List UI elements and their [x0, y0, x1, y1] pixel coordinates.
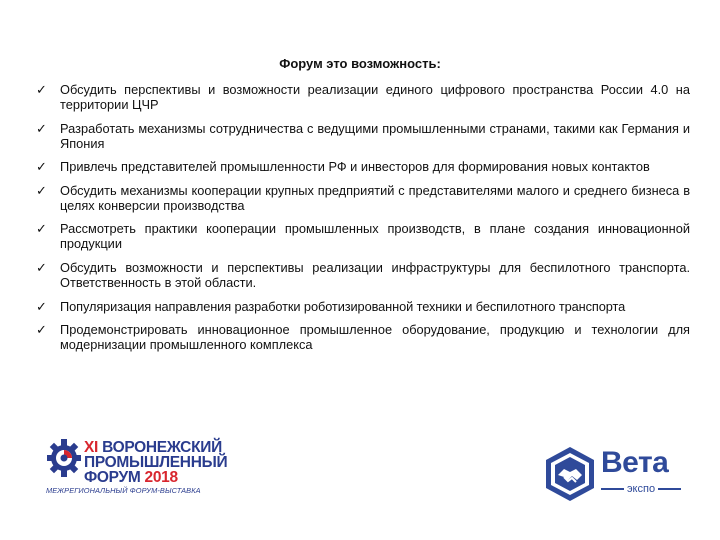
forum-logo-city: ВОРОНЕЖСКИЙ	[102, 439, 222, 456]
veta-logo-name: Вета	[601, 446, 669, 479]
list-item	[36, 159, 690, 174]
checkmark-icon: ✓	[36, 221, 47, 237]
list-item	[36, 121, 690, 151]
list-item	[36, 322, 690, 352]
checkmark-icon: ✓	[36, 259, 47, 275]
veta-logo-right-dash	[658, 488, 681, 490]
handshake-shield-icon	[543, 445, 597, 503]
forum-logo-line-3	[84, 470, 178, 485]
forum-logo-line-1	[84, 440, 222, 455]
forum-logo-word: ФОРУМ	[84, 469, 141, 486]
list-item-text: Обсудить механизмы кооперации крупных предприятий с представителями малого и среднего бизнеса в целях конверсии производства	[60, 182, 690, 213]
list-item-text: Разработать механизмы сотрудничества с ведущими промышленными странами, такими как Германия и Япония	[60, 120, 690, 151]
list-item-text: Привлечь представителей промышленности РФ и инвесторов для формирования новых контактов	[60, 159, 650, 175]
list-item	[36, 183, 690, 213]
forum-logo-subtitle: МЕЖРЕГИОНАЛЬНЫЙ ФОРУМ-ВЫСТАВКА	[46, 486, 201, 495]
veta-logo-subtitle: экспо	[626, 483, 656, 495]
list-item	[36, 260, 690, 290]
veta-logo-subtitle-row	[601, 483, 681, 495]
veta-logo-left-dash	[601, 488, 624, 490]
list-item	[36, 221, 690, 251]
checkmark-icon: ✓	[36, 159, 47, 175]
list-item-text: Популяризация направления разработки роботизированной техники и беспилотного транспорта	[60, 298, 626, 314]
list-item	[36, 82, 690, 112]
checkmark-icon: ✓	[36, 120, 47, 136]
list-item-text: Обсудить перспективы и возможности реализации единого цифрового пространства России 4.0 на территории ЦЧР	[60, 82, 690, 112]
checkmark-icon: ✓	[36, 322, 47, 338]
list-item-text: Рассмотреть практики кооперации промышленных производств, в плане создания инновационной продукции	[60, 221, 690, 252]
checkmark-icon: ✓	[36, 298, 47, 314]
list-item-text: Продемонстрировать инновационное промышленное оборудование, продукцию и технологии для модернизации промышленного комплекса	[60, 322, 690, 353]
bullet-list	[36, 82, 690, 361]
checkmark-icon: ✓	[36, 182, 47, 198]
list-item-text: Обсудить возможности и перспективы реализации инфраструктуры для беспилотного транспорта. Ответственность в этой области.	[60, 259, 690, 290]
forum-logo-year: 2018	[144, 469, 178, 486]
forum-logo-line-2: ПРОМЫШЛЕННЫЙ	[84, 454, 228, 471]
page-title: Форум это возможность:	[279, 56, 441, 71]
forum-logo-numeral: XI	[84, 439, 99, 456]
list-item	[36, 299, 690, 314]
checkmark-icon: ✓	[36, 82, 47, 97]
forum-logo	[46, 438, 228, 500]
veta-logo	[543, 445, 683, 505]
gear-emblem-icon	[46, 438, 82, 478]
